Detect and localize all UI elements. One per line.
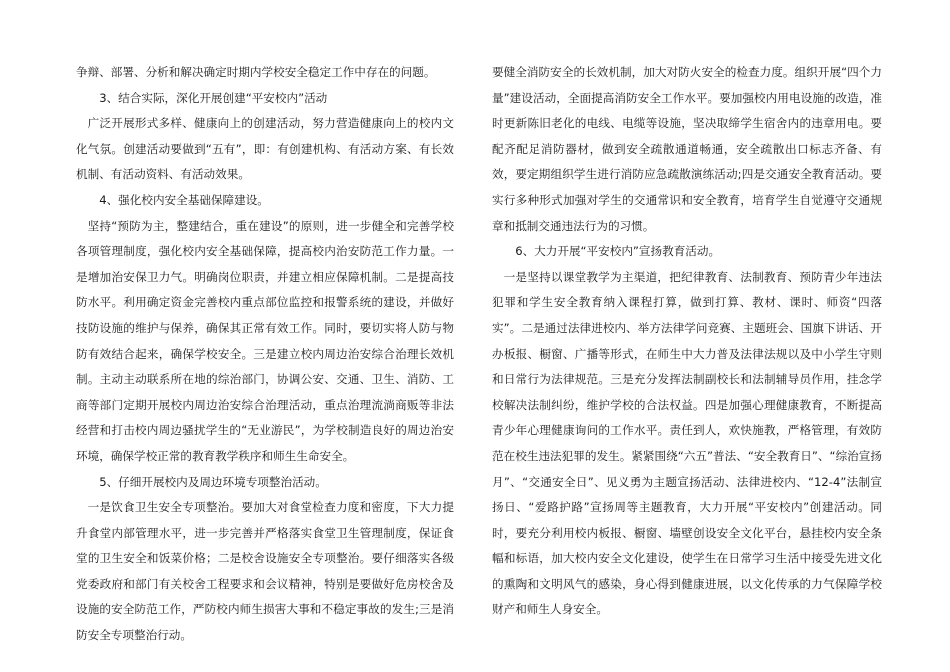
paragraph-section-4: 坚持“预防为主，整建结合，重在建设”的原则，进一步健全和完善学校各项管理制度，强化校内安全基础保障，提高校内治安防范工作力量。一是增加治安保卫力气。明确岗位职责，并建立相应保障机制。二是提高技防水平。利用确定资金完善校内重点部位监控和报警系统的建设，并做好技防设施的维护与保养，确保其正常有效工作。同时，要切实将人防与物防有效结合起来，确保学校安全。三是建立校内周边治安综合治理长效机制。主动主动联系所在地的综治部门，协调公安、交通、卫生、消防、工商等部门定期开展校内周边治安综合治理活动，重点治理流淌商贩等非法经营和打击校内周边骚扰学生的“无业游民”，为学校制造良好的周边治安环境，确保学校正常的教育教学秩序和师生生命安全。 [76, 218, 454, 463]
section-heading-5: 5、仔细开展校内及周边环境专项整治活动。 [99, 474, 327, 489]
paragraph-continuation-right: 要健全消防安全的长效机制，加大对防火安全的检查力度。组织开展“四个力量”建设活动，全面提高消防安全工作水平。要加强校内用电设施的改造，准时更新陈旧老化的电线、电缆等设施，坚决取缔学生宿舍内的违章用电。要配齐配足消防器材，做到安全疏散通道畅通，安全疏散出口标志齐备、有效，要定期组织学生进行消防应急疏散演练活动;四是交通安全教育活动。要实行多种形式加强对学生的交通常识和安全教育，培育学生自觉遵守交通规章和抵制交通违法行为的习惯。 [492, 65, 882, 233]
paragraph-section-3: 广泛开展形式多样、健康向上的创建活动，努力营造健康向上的校内文化气氛。创建活动要做到“五有”，即：有创建机构、有活动方案、有长效机制、有活动资料、有活动效果。 [76, 116, 454, 182]
paragraph-section-6: 一是坚持以课堂教学为主渠道，把纪律教育、法制教育、预防青少年违法犯罪和学生安全教育纳入课程打算，做到打算、教材、课时、师资“四落实”。二是通过法律进校内、举方法律学问竞赛、主题班会、国旗下讲话、开办板报、橱窗、广播等形式，在师生中大力普及法律法规以及中小学生守则和日常行为法律规范。三是充分发挥法制副校长和法制辅导员作用，挂念学校解决法制纠纷，维护学校的合法权益。四是加强心理健康教育，不断提高青少年心理健康询问的工作水平。责任到人，欢快施教，严格管理，有效防范在校生违法犯罪的发生。紧紧围绕“六五”普法、“安全教育日”、“综治宣扬月”、“交通安全日”、见义勇为主题宣扬活动、法律进校内、“12-4”法制宣扬日、“爱路护路”宣扬周等主题教育，大力开展“平安校内”创建活动。同时，要充分利用校内板报、橱窗、墙壁创设安全文化平台，悬挂校内安全条幅和标语，加大校内安全文化建设，使学生在日常学习生活中接受先进文化的熏陶和文明风气的感染，身心得到健康进展，以文化传承的力气保障学校财产和师生人身安全。 [492, 269, 882, 617]
left-column [76, 60, 454, 649]
section-heading-3: 3、结合实际，深化开展创建“平安校内”活动 [99, 90, 328, 105]
right-column [492, 60, 882, 623]
paragraph-section-5: 一是饮食卫生安全专项整治。要加大对食堂检查力度和密度，下大力提升食堂内部管理水平，进一步完善并严格落实食堂卫生管理制度，保证食堂的卫生安全和饭菜价格；二是校舍设施安全专项整治。要仔细落实各级党委政府和部门有关校舍工程要求和会议精神，特别是要做好危房校舍及设施的安全防范工作，严防校内师生损害大事和不稳定事故的发生;三是消防安全专项整治行动。 [76, 500, 454, 643]
section-heading-4: 4、强化校内安全基础保障建设。 [99, 192, 269, 207]
section-heading-6: 6、大力开展“平安校内”宣扬教育活动。 [515, 244, 721, 259]
paragraph-continuation: 争辩、部署、分析和解决确定时期内学校安全稳定工作中存在的问题。 [76, 65, 436, 79]
